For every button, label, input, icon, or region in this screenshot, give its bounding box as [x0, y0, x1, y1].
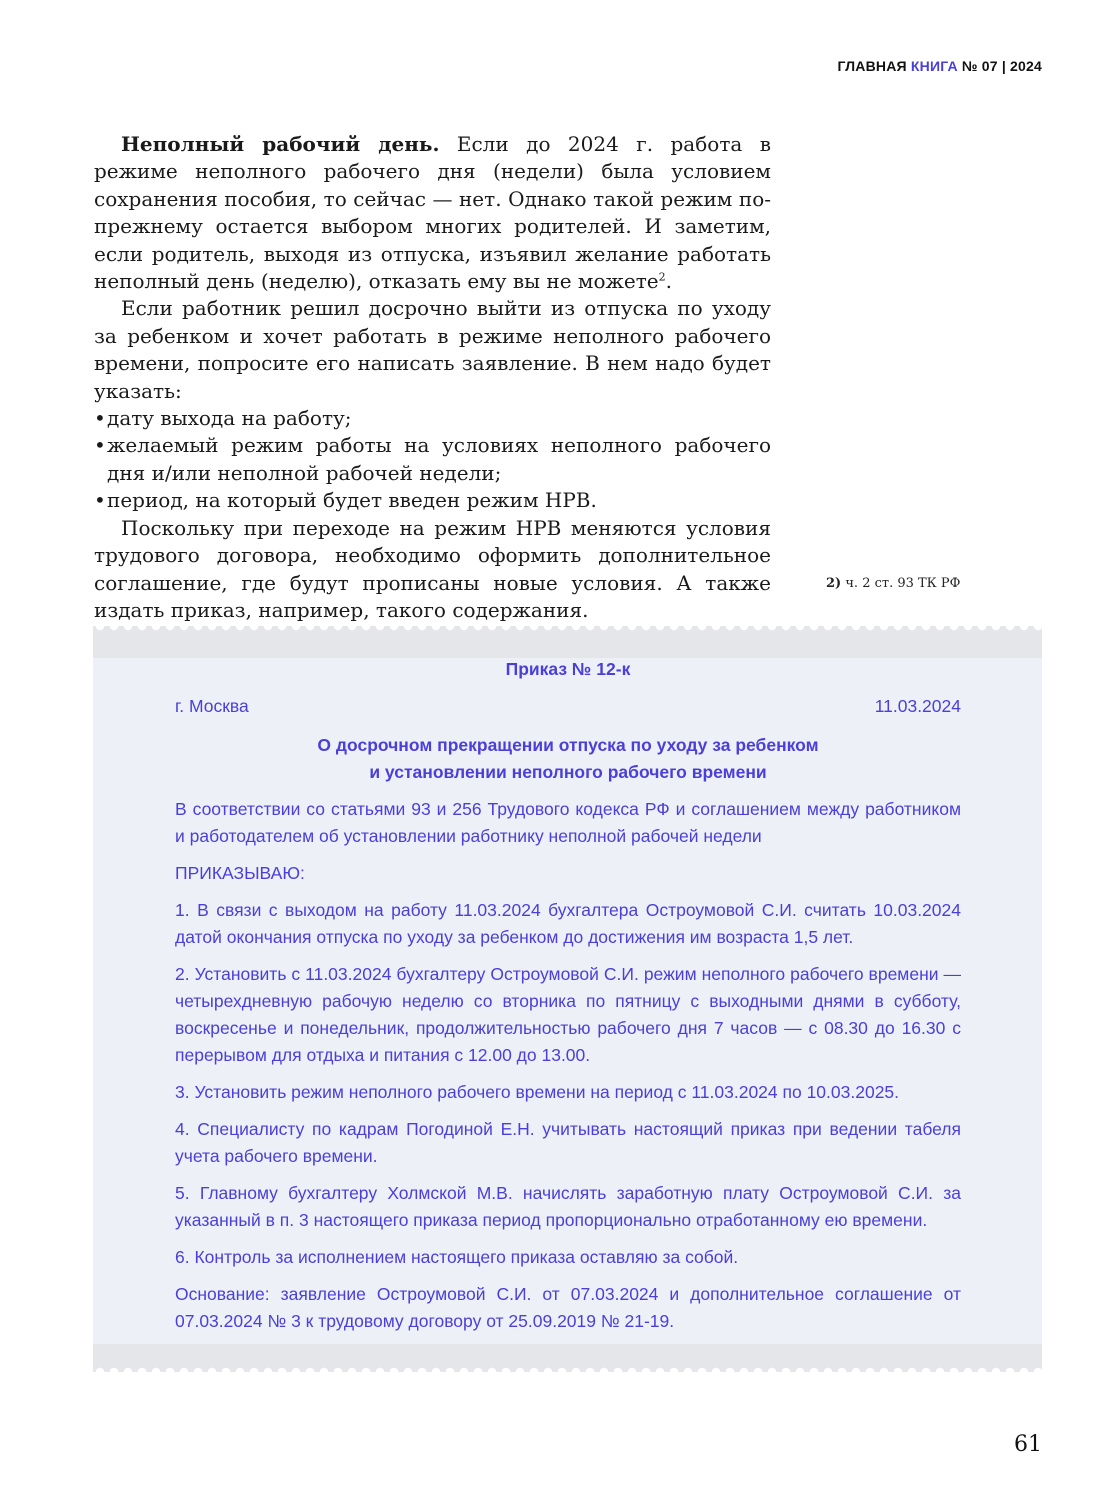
list-item: • желаемый режим работы на условиях неполного рабочего дня и/или неполной рабочей недели; — [94, 432, 771, 487]
order-date: 11.03.2024 — [874, 696, 961, 716]
order-subject-line: О досрочном прекращении отпуска по уходу за ребенком — [317, 735, 819, 755]
order-document-sample — [93, 626, 1042, 1372]
order-subject — [175, 732, 961, 786]
masthead-title-accent: КНИГА — [910, 58, 958, 74]
footnote-ref[interactable]: 2 — [658, 270, 666, 284]
order-item: 1. В связи с выходом на работу 11.03.2024 бухгалтера Остроумовой С.И. считать 10.03.2024 датой окончания отпуска по уходу за ребенком до достижения им возраста 1,5 лет. — [175, 900, 961, 947]
article-paragraph-3: Поскольку при переходе на режим НРВ меняются условия трудового договора, необходимо оформить дополнительное соглашение, где будут прописаны новые условия. А также издать приказ, например, такого содержания. — [94, 515, 771, 622]
article-paragraph-1 — [94, 131, 771, 295]
order-basis: Основание: заявление Остроумовой С.И. от 07.03.2024 и дополнительное соглашение от 07.03.2024 № 3 к трудовому договору от 25.09.2019 № 21-19. — [175, 1284, 961, 1331]
order-item: 2. Установить с 11.03.2024 бухгалтеру Остроумовой С.И. режим неполного рабочего времени — четырехдневную рабочую неделю со вторника по пятницу с выходными днями в субботу, воскресенье и понедельник, продолжительностью рабочего дня 7 часов — с 08.30 до 16.30 с перерывом для отдыха и питания с 12.00 до 13.00. — [175, 964, 961, 1065]
masthead-title: ГЛАВНАЯ — [837, 58, 907, 74]
requirements-list — [94, 405, 771, 515]
order-item: 4. Специалисту по кадрам Погодиной Е.Н. учитывать настоящий приказ при ведении табеля учета рабочего времени. — [175, 1119, 961, 1166]
magazine-masthead — [837, 58, 1042, 74]
list-item: • период, на который будет введен режим НРВ. — [94, 487, 771, 514]
order-content — [175, 656, 961, 1345]
order-item: 6. Контроль за исполнением настоящего приказа оставляю за собой. — [175, 1247, 739, 1267]
document-edge-bottom — [93, 1344, 1042, 1372]
document-edge-top — [93, 626, 1042, 658]
order-place-date — [175, 693, 961, 720]
footnote — [826, 576, 960, 591]
order-title: Приказ № 12-к — [505, 659, 631, 679]
order-item: 5. Главному бухгалтеру Холмской М.В. начислять заработную плату Остроумовой С.И. за указанный в п. 3 настоящего приказа период пропорционально отработанному ею времени. — [175, 1183, 961, 1230]
order-preamble: В соответствии со статьями 93 и 256 Трудового кодекса РФ и соглашением между работником и работодателем об установлении работнику неполной рабочей недели — [175, 799, 961, 846]
order-item: 3. Установить режим неполного рабочего времени на период с 11.03.2024 по 10.03.2025. — [175, 1082, 900, 1102]
masthead-issue: № 07 | 2024 — [961, 58, 1042, 74]
order-command: ПРИКАЗЫВАЮ: — [175, 863, 305, 883]
paragraph-lead: Неполный рабочий день. — [121, 132, 440, 156]
article-paragraph-2: Если работник решил досрочно выйти из отпуска по уходу за ребенком и хочет работать в режиме неполного рабочего времени, попросите его написать заявление. В нем надо будет указать: — [94, 296, 771, 403]
paragraph-end: . — [665, 269, 672, 294]
order-city: г. Москва — [175, 696, 249, 716]
page-number: 61 — [1014, 1432, 1042, 1457]
paragraph-text: Если до 2024 г. работа в режиме неполного рабочего дня (недели) была условием сохранения пособия, то сейчас — нет. Однако такой режим по-прежнему остается выбором многих родителей. И заметим, если родитель, выходя из отпуска, изъявил желание работать неполный день (неделю), отказать ему вы не можете — [94, 132, 771, 294]
footnote-number: 2) — [826, 576, 842, 591]
article-body — [94, 131, 771, 624]
list-item: • дату выхода на работу; — [94, 405, 771, 432]
footnote-text: ч. 2 ст. 93 ТК РФ — [841, 576, 961, 591]
order-subject-line: и установлении неполного рабочего времени — [369, 762, 767, 782]
